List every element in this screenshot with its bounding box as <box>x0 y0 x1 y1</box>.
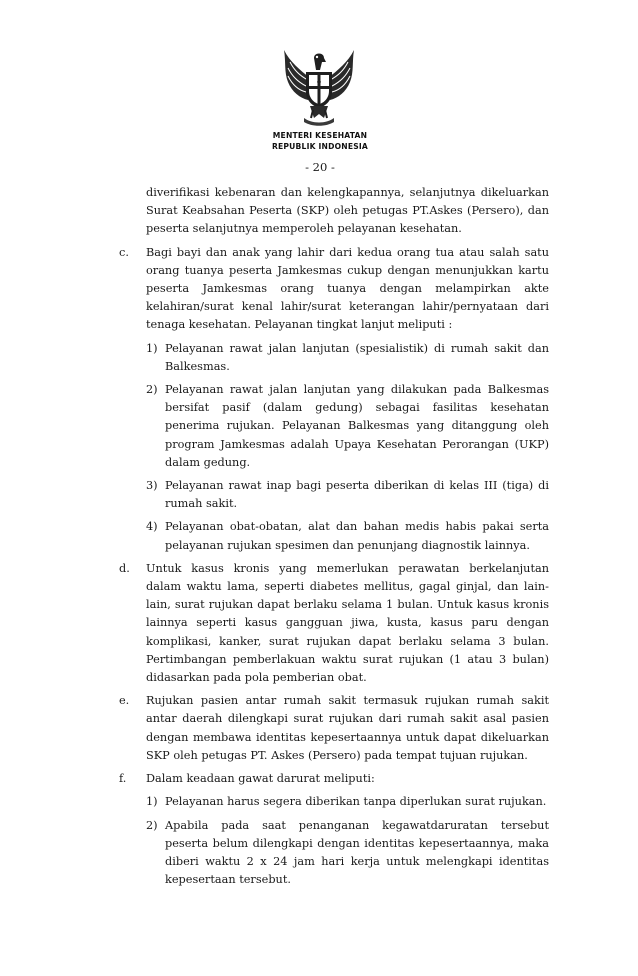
sublist-item <box>119 381 549 472</box>
sublist-item-text: Pelayanan rawat jalan lanjutan (spesialistik) di rumah sakit dan Balkesmas. <box>165 341 549 373</box>
sublist-item <box>119 793 549 811</box>
sublist-item-text: Pelayanan obat-obatan, alat dan bahan medis habis pakai serta pelayanan rujukan spesimen dan penunjang diagnostik lainnya. <box>165 520 549 552</box>
list-item-text: Dalam keadaan gawat darurat meliputi: <box>146 772 375 786</box>
list-item-text: Rujukan pasien antar rumah sakit termasuk rujukan rumah sakit antar daerah dilengkapi surat rujukan dari rumah sakit asal pasien dengan membawa identitas kepesertaannya untuk dapat dikeluarkan SKP oleh petugas PT. Askes (Persero) pada tempat tujuan rujukan. <box>146 694 549 762</box>
intro-paragraph: diverifikasi kebenaran dan kelengkapannya, selanjutnya dikeluarkan Surat Keabsahan Peserta (SKP) oleh petugas PT.Askes (Persero), dan peserta selanjutnya memperoleh pelayanan kesehatan. <box>146 186 549 236</box>
garuda-emblem-icon <box>278 48 360 128</box>
list-marker: f. <box>119 772 127 786</box>
sublist-marker: 3) <box>146 479 158 493</box>
sublist-item-text: Pelayanan rawat inap bagi peserta diberikan di kelas III (tiga) di rumah sakit. <box>165 479 549 511</box>
list-item-e <box>119 692 549 765</box>
page-number: - 20 - <box>305 160 335 174</box>
sublist-item-text: Pelayanan rawat jalan lanjutan yang dilakukan pada Balkesmas bersifat pasif (dalam gedung) sebagai fasilitas kesehatan penerima rujukan. Pelayanan Balkesmas yang ditanggung oleh program Jamkesmas adalah Upaya Kesehatan Perorangan (UKP) dalam gedung. <box>165 383 549 469</box>
list-marker: c. <box>119 245 129 259</box>
list-item-text: Untuk kasus kronis yang memerlukan perawatan berkelanjutan dalam waktu lama, seperti diabetes mellitus, gagal ginjal, dan lain-lain, surat rujukan dapat berlaku selama 1 bulan. Untuk kasus kronis lainnya seperti kasus gangguan jiwa, kusta, kasus paru dengan komplikasi, kanker, surat rujukan dapat berlaku selama 3 bulan. Pertimbangan pemberlakuan waktu surat rujukan (1 atau 3 bulan) didasarkan pada pola pemberian obat. <box>146 561 549 685</box>
sublist-item-text: Apabila pada saat penanganan kegawatdaruratan tersebut peserta belum dilengkapi dengan identitas kepesertaannya, maka diberi waktu 2 x 24 jam hari kerja untuk melengkapi identitas kepesertaan tersebut. <box>165 818 549 887</box>
list-marker: d. <box>119 561 130 575</box>
list-item-text: Bagi bayi dan anak yang lahir dari kedua orang tua atau salah satu orang tuanya peserta Jamkesmas cukup dengan menunjukkan kartu peserta Jamkesmas orang tuanya dengan melampirkan akte kelahiran/surat kenal lahir/surat keterangan lahir/pernyataan dari tenaga kesehatan. Pelayanan tingkat lanjut meliputi : <box>146 245 549 332</box>
sublist-marker: 1) <box>146 341 158 355</box>
ministry-title: MENTERI KESEHATAN <box>272 131 368 140</box>
sublist-item <box>119 518 549 554</box>
list-item-c <box>119 244 549 335</box>
sublist-marker: 2) <box>146 383 158 397</box>
sublist-item <box>119 340 549 376</box>
sublist-marker: 1) <box>146 795 158 809</box>
sublist-marker: 4) <box>146 520 158 534</box>
country-title: REPUBLIK INDONESIA <box>271 142 368 151</box>
list-marker: e. <box>119 694 130 708</box>
sublist-item <box>119 477 549 513</box>
sublist-item <box>119 817 549 890</box>
sublist-marker: 2) <box>146 818 158 832</box>
list-item-f <box>119 770 549 788</box>
document-body <box>119 184 549 889</box>
sublist-item-text: Pelayanan harus segera diberikan tanpa diperlukan surat rujukan. <box>165 795 547 809</box>
list-item-d <box>119 560 549 687</box>
